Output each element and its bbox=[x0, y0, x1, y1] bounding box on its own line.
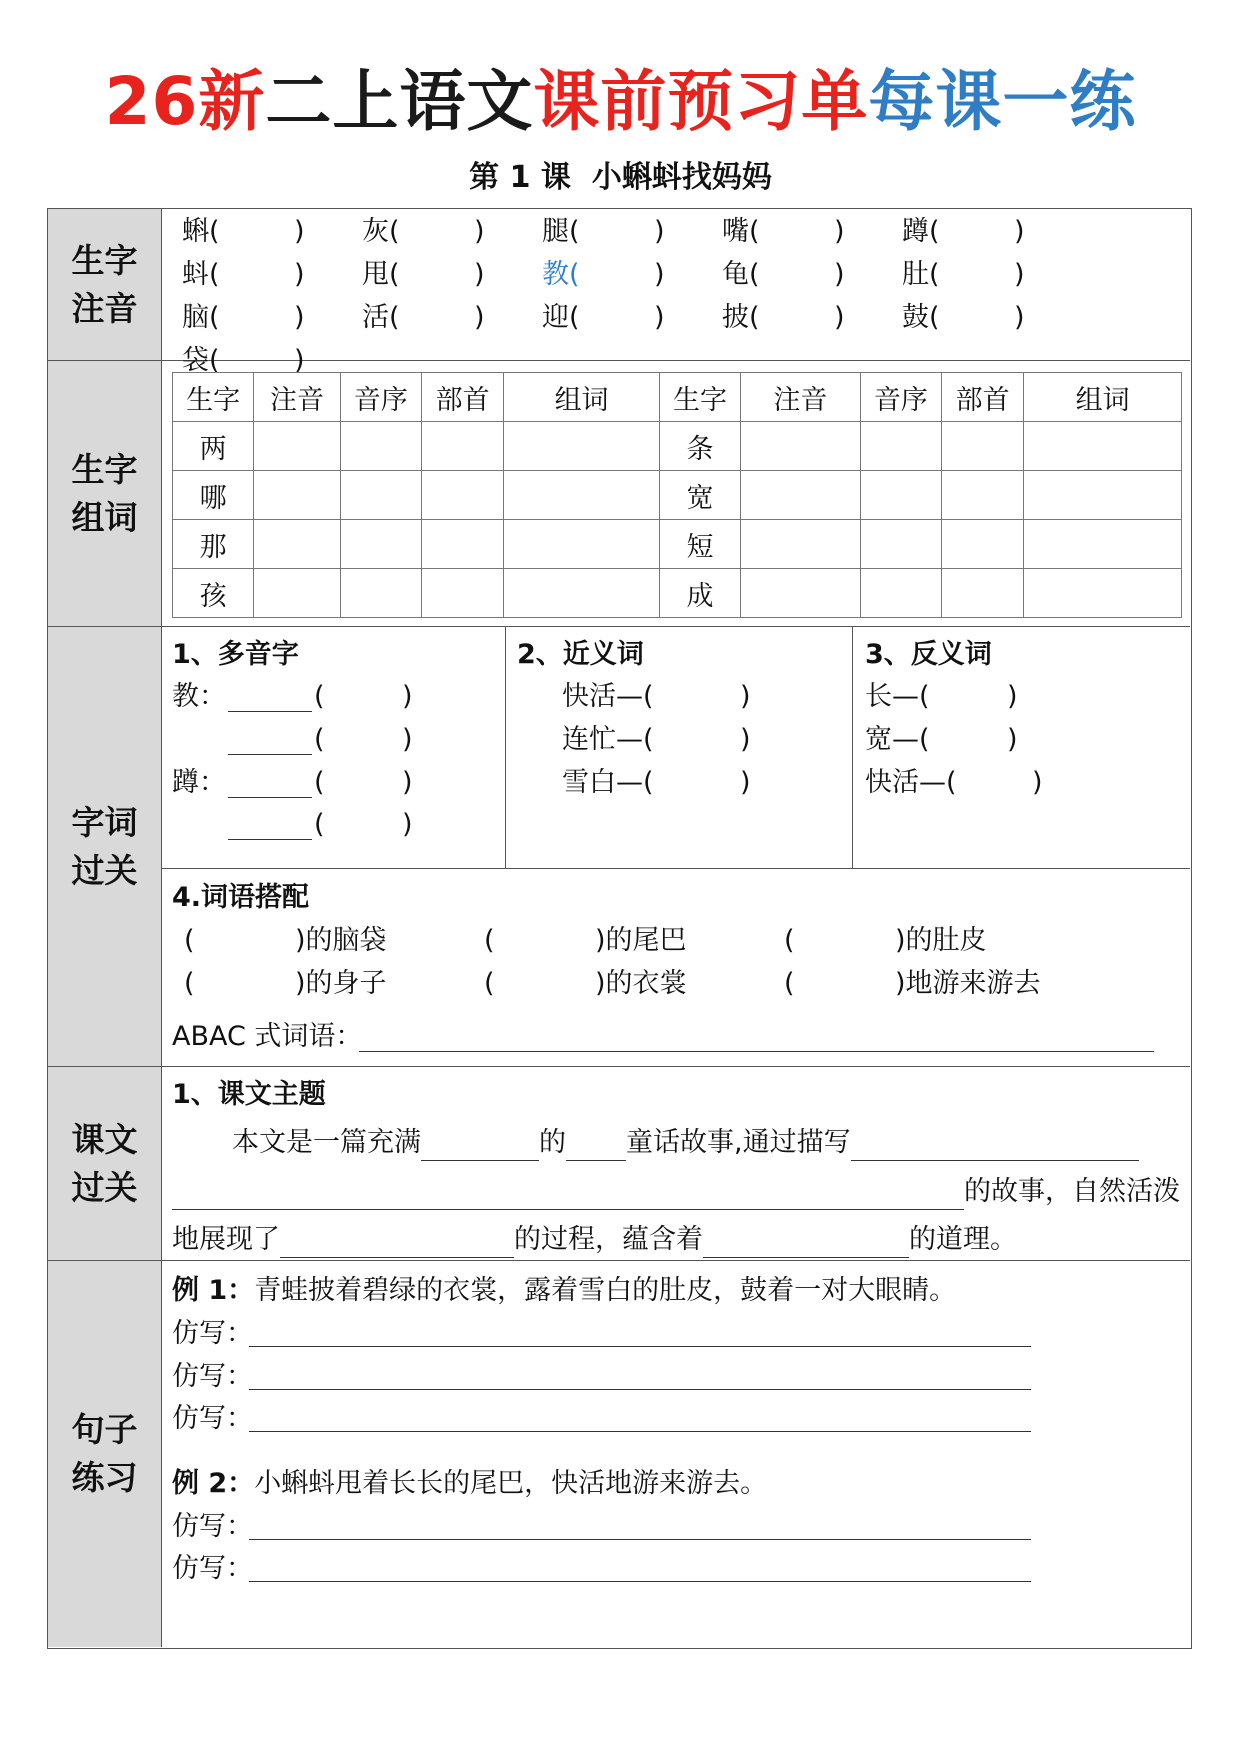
pinyin-item bbox=[182, 214, 220, 250]
polyphone-char: 教： bbox=[172, 681, 226, 712]
antonym-item: 宽—( bbox=[865, 724, 930, 755]
synonym-item: 快活—( bbox=[562, 681, 654, 712]
pinyin-blank-close[interactable]: ) bbox=[1014, 216, 1025, 247]
table-row bbox=[173, 471, 1182, 520]
pinyin-char: 迎( bbox=[542, 302, 580, 333]
match-open-paren[interactable]: ( bbox=[184, 925, 195, 956]
column-header: 注音 bbox=[254, 373, 340, 422]
column-header: 部首 bbox=[941, 373, 1023, 422]
imitate-answer-line[interactable] bbox=[249, 1539, 1031, 1540]
pinyin-blank-close[interactable]: ) bbox=[834, 216, 845, 247]
pinyin-blank-close[interactable]: ) bbox=[1014, 302, 1025, 333]
word-grid-area bbox=[162, 361, 1190, 626]
pinyin-answer-line[interactable] bbox=[228, 754, 312, 755]
pinyin-char: 蚪( bbox=[182, 259, 220, 290]
close-paren[interactable]: ) bbox=[740, 724, 751, 755]
theme-line-2: 的故事，自然活泼 bbox=[172, 1174, 1180, 1210]
answer-cell[interactable] bbox=[941, 569, 1023, 618]
answer-cell[interactable] bbox=[941, 520, 1023, 569]
blank[interactable] bbox=[280, 1229, 514, 1258]
answer-cell[interactable] bbox=[340, 569, 421, 618]
pinyin-char: 肚( bbox=[902, 259, 940, 290]
pinyin-char: 龟( bbox=[722, 259, 760, 290]
pinyin-char: 教( bbox=[542, 259, 580, 290]
example-2: 例 2：小蝌蚪甩着长长的尾巴，快活地游来游去。 bbox=[172, 1468, 768, 1499]
char-table-header bbox=[173, 373, 1182, 422]
imitate-label: 仿写： bbox=[172, 1318, 253, 1349]
char-cell: 哪 bbox=[173, 471, 254, 520]
char-cell: 成 bbox=[659, 569, 740, 618]
imitate-label: 仿写： bbox=[172, 1511, 253, 1542]
section-pinyin bbox=[48, 209, 1190, 376]
table-row bbox=[173, 569, 1182, 618]
blank[interactable] bbox=[703, 1229, 909, 1258]
pinyin-answer-line[interactable] bbox=[228, 711, 312, 712]
answer-cell[interactable] bbox=[254, 520, 340, 569]
text-check-area bbox=[162, 1067, 1190, 1260]
pinyin-item bbox=[362, 300, 400, 336]
answer-cell[interactable] bbox=[860, 422, 941, 471]
char-cell: 条 bbox=[659, 422, 740, 471]
answer-cell[interactable] bbox=[254, 471, 340, 520]
pinyin-blank-close[interactable]: ) bbox=[654, 302, 665, 333]
example-1: 例 1：青蛙披着碧绿的衣裳，露着雪白的肚皮，鼓着一对大眼睛。 bbox=[172, 1275, 957, 1306]
pinyin-char: 灰( bbox=[362, 216, 400, 247]
char-cell: 孩 bbox=[173, 569, 254, 618]
table-row bbox=[173, 422, 1182, 471]
match-phrase: )的身子 bbox=[295, 968, 387, 999]
pinyin-blank-close[interactable]: ) bbox=[1014, 259, 1025, 290]
answer-cell[interactable] bbox=[1024, 471, 1182, 520]
answer-cell[interactable] bbox=[741, 569, 860, 618]
pinyin-item bbox=[182, 257, 220, 293]
answer-cell[interactable] bbox=[421, 422, 503, 471]
answer-cell[interactable] bbox=[254, 569, 340, 618]
open-paren: ( bbox=[314, 681, 325, 712]
pinyin-item bbox=[542, 300, 580, 336]
section-label: 生字 注音 bbox=[48, 209, 162, 360]
pinyin-item bbox=[722, 214, 760, 250]
title-part-preview: 课前预习单 bbox=[533, 63, 869, 140]
answer-cell[interactable] bbox=[254, 422, 340, 471]
match-phrase: )的脑袋 bbox=[295, 925, 387, 956]
answer-cell[interactable] bbox=[941, 471, 1023, 520]
pinyin-char: 蝌( bbox=[182, 216, 220, 247]
imitate-answer-line[interactable] bbox=[249, 1431, 1031, 1432]
answer-cell[interactable] bbox=[504, 520, 660, 569]
antonym-heading: 3、反义词 bbox=[865, 639, 992, 670]
column-header: 生字 bbox=[659, 373, 740, 422]
imitate-answer-line[interactable] bbox=[249, 1581, 1031, 1582]
title-part-grade: 26新 bbox=[104, 63, 266, 140]
pinyin-blank-close[interactable]: ) bbox=[654, 259, 665, 290]
answer-cell[interactable] bbox=[860, 569, 941, 618]
close-paren[interactable]: ) bbox=[402, 809, 413, 840]
answer-cell[interactable] bbox=[941, 422, 1023, 471]
pinyin-char: 甩( bbox=[362, 259, 400, 290]
open-paren: ( bbox=[314, 724, 325, 755]
answer-cell[interactable] bbox=[340, 422, 421, 471]
divider bbox=[852, 627, 853, 868]
answer-cell[interactable] bbox=[340, 520, 421, 569]
answer-cell[interactable] bbox=[1024, 520, 1182, 569]
close-paren[interactable]: ) bbox=[1032, 767, 1043, 798]
column-header: 生字 bbox=[173, 373, 254, 422]
char-cell: 短 bbox=[659, 520, 740, 569]
theme-line-3: 地展现了 的过程，蕴含着 的道理。 bbox=[172, 1222, 1017, 1258]
answer-cell[interactable] bbox=[860, 471, 941, 520]
answer-cell[interactable] bbox=[1024, 569, 1182, 618]
pinyin-area bbox=[162, 209, 1190, 376]
column-header: 部首 bbox=[421, 373, 503, 422]
worksheet-table bbox=[47, 208, 1192, 1649]
pinyin-item bbox=[902, 257, 940, 293]
match-open-paren[interactable]: ( bbox=[784, 968, 795, 999]
pinyin-item bbox=[362, 257, 400, 293]
pinyin-blank-close[interactable]: ) bbox=[294, 259, 305, 290]
pinyin-item bbox=[722, 300, 760, 336]
pinyin-char: 脑( bbox=[182, 302, 220, 333]
synonym-heading: 2、近义词 bbox=[517, 639, 644, 670]
answer-cell[interactable] bbox=[741, 422, 860, 471]
close-paren[interactable]: ) bbox=[740, 767, 751, 798]
answer-cell[interactable] bbox=[504, 422, 660, 471]
pinyin-item bbox=[182, 300, 220, 336]
divider bbox=[162, 868, 1190, 869]
column-header: 音序 bbox=[860, 373, 941, 422]
column-header: 注音 bbox=[741, 373, 860, 422]
match-open-paren[interactable]: ( bbox=[484, 968, 495, 999]
pinyin-char: 披( bbox=[722, 302, 760, 333]
antonym-item: 长—( bbox=[865, 681, 930, 712]
char-cell: 宽 bbox=[659, 471, 740, 520]
pinyin-item bbox=[362, 214, 400, 250]
table-row bbox=[173, 520, 1182, 569]
synonym-item: 雪白—( bbox=[562, 767, 654, 798]
title-part-practice: 每课一练 bbox=[868, 63, 1137, 140]
blank[interactable] bbox=[851, 1132, 1139, 1161]
close-paren[interactable]: ) bbox=[402, 724, 413, 755]
pinyin-blank-close[interactable]: ) bbox=[474, 302, 485, 333]
answer-cell[interactable] bbox=[504, 569, 660, 618]
answer-cell[interactable] bbox=[741, 520, 860, 569]
close-paren[interactable]: ) bbox=[402, 681, 413, 712]
pinyin-char: 腿( bbox=[542, 216, 580, 247]
close-paren[interactable]: ) bbox=[402, 767, 413, 798]
polyphone-heading: 1、多音字 bbox=[172, 639, 299, 670]
answer-cell[interactable] bbox=[421, 520, 503, 569]
match-open-paren[interactable]: ( bbox=[484, 925, 495, 956]
pinyin-blank-close[interactable]: ) bbox=[834, 302, 845, 333]
open-paren: ( bbox=[314, 767, 325, 798]
title-part-subject: 二上语文 bbox=[265, 63, 534, 140]
column-header: 音序 bbox=[340, 373, 421, 422]
close-paren[interactable]: ) bbox=[1007, 681, 1018, 712]
match-open-paren[interactable]: ( bbox=[184, 968, 195, 999]
imitate-label: 仿写： bbox=[172, 1361, 253, 1392]
section-sentence-practice bbox=[48, 1261, 1190, 1647]
answer-cell[interactable] bbox=[421, 471, 503, 520]
section-word-check bbox=[48, 627, 1190, 1067]
worksheet-title bbox=[0, 62, 1241, 142]
pinyin-blank-close[interactable]: ) bbox=[474, 259, 485, 290]
section-word-building bbox=[48, 361, 1190, 627]
antonym-item: 快活—( bbox=[865, 767, 957, 798]
pinyin-blank-close[interactable]: ) bbox=[834, 259, 845, 290]
pinyin-item bbox=[722, 257, 760, 293]
pinyin-char: 活( bbox=[362, 302, 400, 333]
imitate-label: 仿写： bbox=[172, 1403, 253, 1434]
open-paren: ( bbox=[314, 809, 325, 840]
lesson-title: 第 1 课 小蝌蚪找妈妈 bbox=[469, 160, 772, 195]
section-label: 句子 练习 bbox=[48, 1261, 162, 1647]
imitate-answer-line[interactable] bbox=[249, 1346, 1031, 1347]
word-check-area bbox=[162, 627, 1190, 1066]
match-phrase: )的尾巴 bbox=[595, 925, 687, 956]
blank[interactable] bbox=[566, 1132, 626, 1161]
pinyin-char: 嘴( bbox=[722, 216, 760, 247]
synonym-item: 连忙—( bbox=[562, 724, 654, 755]
abac-label: ABAC 式词语： bbox=[172, 1021, 363, 1052]
match-phrase: )地游来游去 bbox=[895, 968, 1041, 999]
blank[interactable] bbox=[172, 1181, 964, 1210]
char-table bbox=[172, 372, 1182, 618]
pinyin-blank-close[interactable]: ) bbox=[294, 216, 305, 247]
pinyin-blank-close[interactable]: ) bbox=[474, 216, 485, 247]
pinyin-char: 袋( bbox=[182, 345, 220, 376]
answer-cell[interactable] bbox=[860, 520, 941, 569]
section-label: 生字 组词 bbox=[48, 361, 162, 626]
answer-cell[interactable] bbox=[1024, 422, 1182, 471]
answer-cell[interactable] bbox=[340, 471, 421, 520]
char-cell: 两 bbox=[173, 422, 254, 471]
match-open-paren[interactable]: ( bbox=[784, 925, 795, 956]
match-heading: 4.词语搭配 bbox=[172, 882, 310, 913]
imitate-answer-line[interactable] bbox=[249, 1389, 1031, 1390]
answer-cell[interactable] bbox=[421, 569, 503, 618]
pinyin-blank-close[interactable]: ) bbox=[294, 302, 305, 333]
divider bbox=[505, 627, 506, 868]
answer-cell[interactable] bbox=[504, 471, 660, 520]
polyphone-char: 蹲： bbox=[172, 767, 226, 798]
section-label: 字词 过关 bbox=[48, 627, 162, 1066]
pinyin-blank-close[interactable]: ) bbox=[654, 216, 665, 247]
section-text-check bbox=[48, 1067, 1190, 1261]
answer-cell[interactable] bbox=[741, 471, 860, 520]
match-phrase: )的肚皮 bbox=[895, 925, 987, 956]
abac-answer-line[interactable] bbox=[359, 1051, 1154, 1052]
blank[interactable] bbox=[421, 1132, 539, 1161]
close-paren[interactable]: ) bbox=[740, 681, 751, 712]
pinyin-item bbox=[542, 214, 580, 250]
column-header: 组词 bbox=[1024, 373, 1182, 422]
theme-heading: 1、课文主题 bbox=[172, 1079, 326, 1110]
pinyin-blank-close[interactable]: ) bbox=[294, 345, 305, 376]
section-label: 课文 过关 bbox=[48, 1067, 162, 1260]
pinyin-char: 蹲( bbox=[902, 216, 940, 247]
pinyin-char: 鼓( bbox=[902, 302, 940, 333]
sentence-area bbox=[162, 1261, 1190, 1647]
close-paren[interactable]: ) bbox=[1007, 724, 1018, 755]
imitate-label: 仿写： bbox=[172, 1553, 253, 1584]
pinyin-answer-line[interactable] bbox=[228, 839, 312, 840]
pinyin-answer-line[interactable] bbox=[228, 797, 312, 798]
pinyin-item bbox=[902, 214, 940, 250]
match-phrase: )的衣裳 bbox=[595, 968, 687, 999]
pinyin-item bbox=[902, 300, 940, 336]
column-header: 组词 bbox=[504, 373, 660, 422]
char-cell: 那 bbox=[173, 520, 254, 569]
theme-line-1: 本文是一篇充满 的 童话故事,通过描写 bbox=[232, 1125, 1139, 1161]
pinyin-item bbox=[542, 257, 580, 293]
